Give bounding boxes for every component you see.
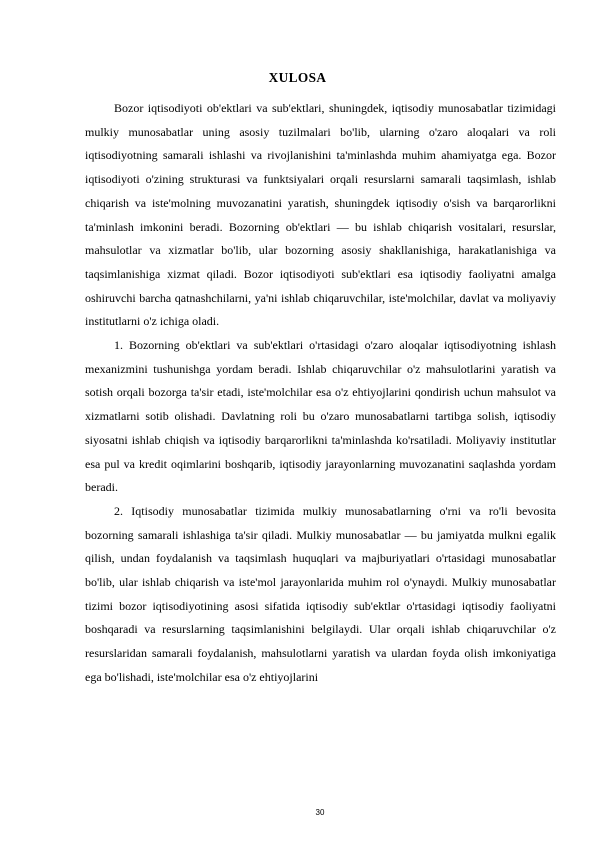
page-title: XULOSA (268, 70, 327, 85)
paragraph-point-1: 1. Bozorning ob'ektlari va sub'ektlari o'rtasidagi o'zaro aloqalar iqtisodiyotning ishlash mexanizmini tushunishga yordam beradi. Ishlab chiqaruvchilar o'z mahsulotlarini yaratish va sotish orqali bozorga ta'sir etadi, iste'molchilar esa o'z ehtiyojlarini qondirish uchun mahsulot va xizmatlarni sotib olishadi. Davlatning roli bu o'zaro munosabatlarni tartibga solish, iqtisodiy siyosatni ishlab chiqish va iqtisodiy barqarorlikni ta'minlashda ko'rsatiladi. Moliyaviy institutlar esa pul va kredit oqimlarini boshqarib, iqtisodiy jarayonlarning muvozanatini saqlashda yordam beradi. (85, 338, 556, 495)
paragraph-intro: Bozor iqtisodiyoti ob'ektlari va sub'ektlari, shuningdek, iqtisodiy munosabatlar tizimidagi mulkiy munosabatlar uning asosiy tuzilmalari bo'lib, ularning o'zaro aloqalari va roli iqtisodiyotning samarali ishlashi va rivojlanishini ta'minlashda muhim ahamiyatga ega. Bozor iqtisodiyoti o'zining strukturasi va funktsiyalari orqali resurslarni samarali taqsimlash, ishlab chiqarish va iste'molning muvozanatini yaratish, shuningdek iqtisodiy o'sish va barqarorlikni ta'minlash imkonini beradi. Bozorning ob'ektlari — bu ishlab chiqarish vositalari, resurslar, mahsulotlar va xizmatlar bo'lib, ular bozorning asosiy shakllanishiga, harakatlanishiga va taqsimlanishiga xizmat qiladi. Bozor iqtisodiyoti sub'ektlari esa iqtisodiy faoliyatni amalga oshiruvchi barcha qatnashchilarni, ya'ni ishlab chiqaruvchilar, iste'molchilar, davlat va moliyaviy institutlarni o'z ichiga oladi. (85, 101, 556, 329)
page-number: 30 (315, 808, 325, 817)
paragraph-point-2: 2. Iqtisodiy munosabatlar tizimida mulkiy munosabatlarning o'rni va ro'li bevosita bozorning samarali ishlashiga ta'sir qiladi. Mulkiy munosabatlar — bu jamiyatda mulkni egalik qilish, undan foydalanish va taqsimlash huquqlari va majburiyatlari o'rtasidagi munosabatlar bo'lib, ular ishlab chiqarish va iste'mol jarayonlarida muhim rol o'ynaydi. Mulkiy munosabatlar tizimi bozor iqtisodiyotining asosi sifatida iqtisodiy sub'ektlar o'rtasidagi iqtisodiy faoliyatni boshqaradi va resurslarning taqsimlanishini belgilaydi. Ular orqali ishlab chiqaruvchilar o'z resurslaridan samarali foydalanish, mahsulotlarni yaratish va ulardan foyda olish imkoniyatiga ega bo'lishadi, iste'molchilar esa o'z ehtiyojlarini (85, 503, 556, 684)
body-text (85, 97, 556, 690)
